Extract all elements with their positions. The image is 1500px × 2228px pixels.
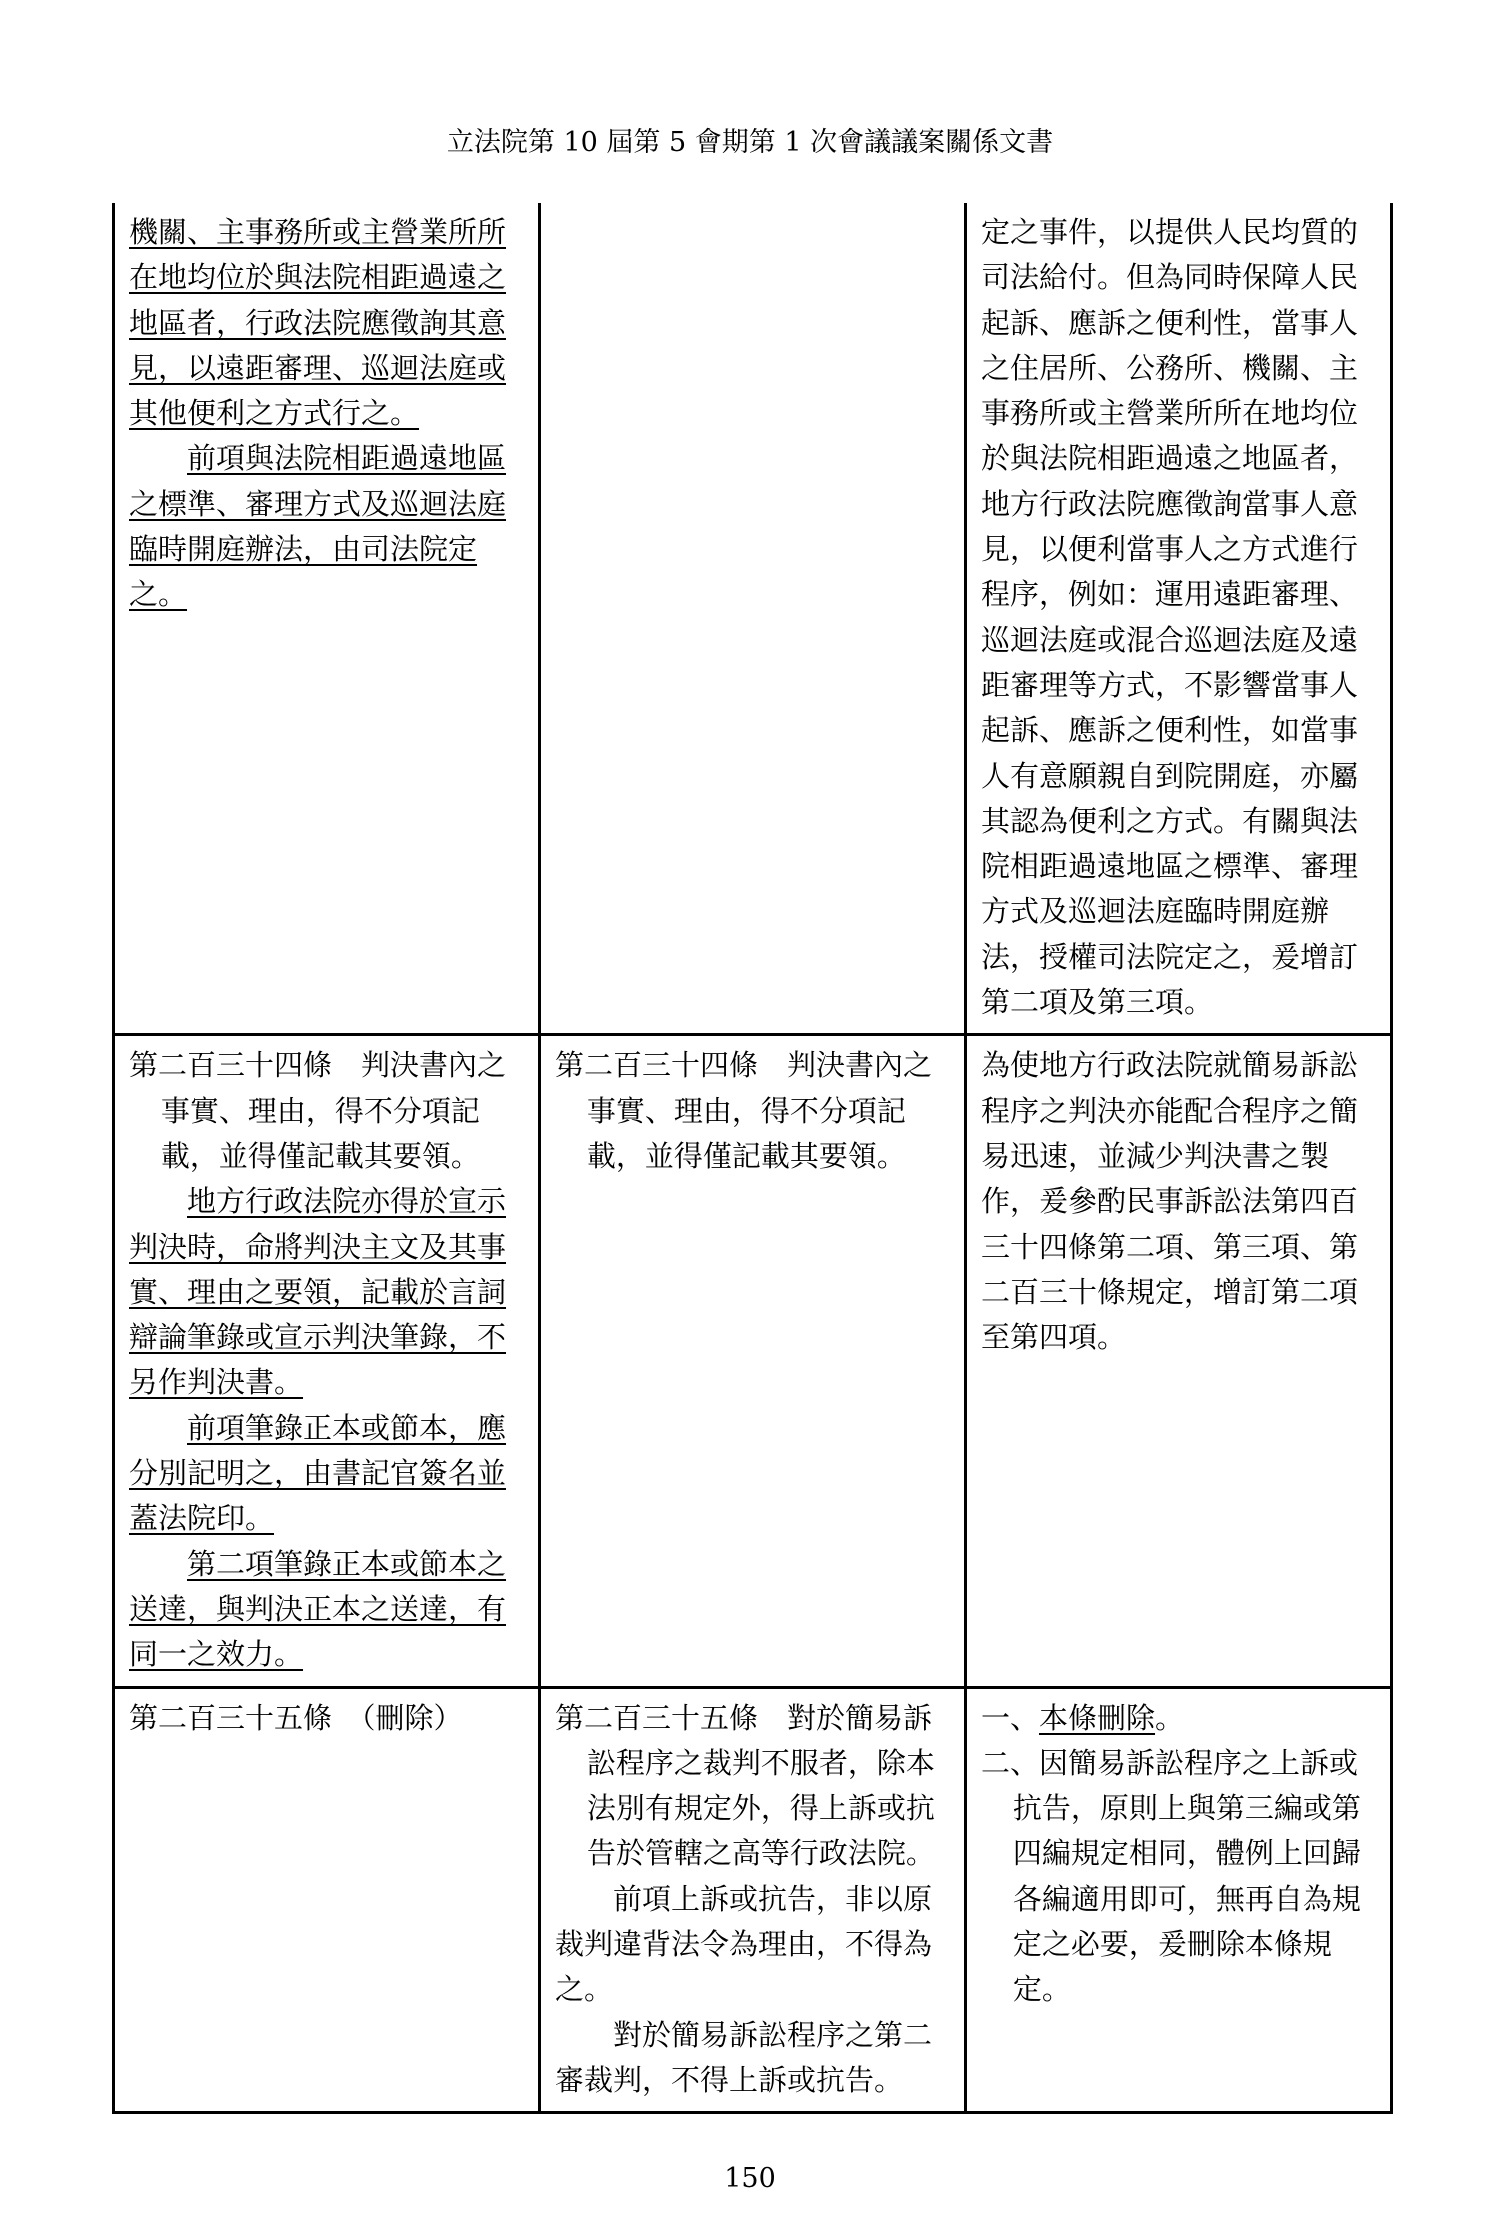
explanation-paragraph — [981, 1043, 1376, 1360]
paragraph-text: 第二百三十五條 （刪除） — [129, 1700, 463, 1735]
page-header: 立法院第 10 屆第 5 會期第 1 次會議議案關係文書 — [446, 127, 1054, 158]
amended-cell — [114, 1035, 540, 1687]
amended-paragraph — [129, 1406, 524, 1542]
item-number: 一、 — [981, 1700, 1040, 1735]
table-row — [114, 203, 1392, 1035]
explanation-paragraph — [981, 1696, 1376, 1741]
paragraph-text: 第二項筆錄正本或節本之送達，與判決正本之送達，有同一之效力。 — [129, 1546, 507, 1672]
current-cell — [540, 203, 966, 1035]
current-paragraph — [555, 1877, 950, 2013]
current-paragraph — [555, 2013, 950, 2104]
current-cell — [540, 1035, 966, 1687]
amended-paragraph — [129, 436, 524, 617]
paragraph-text: 定之事件，以提供人民均質的司法給付。但為同時保障人民起訴、應訴之便利性，當事人之住居所、公務所、機關、主事務所或主營業所所在地均位於與法院相距過遠之地區者，地方行政法院應徵詢當事人意見，以便利當事人之方式進行程序，例如：運用遠距審理、巡迴法庭或混合巡迴法庭及遠距審理等方式，不影響當事人起訴、應訴之便利性，如當事人有意願親自到院開庭，亦屬其認為便利之方式。有關與法院相距過遠地區之標準、審理方式及巡迴法庭臨時開庭辦法，授權司法院定之，爰增訂第二項及第三項。 — [981, 215, 1359, 1020]
amended-paragraph — [129, 1043, 524, 1179]
explanation-paragraph — [981, 1741, 1376, 2013]
paragraph-text: 機關、主事務所或主營業所所在地均位於與法院相距過遠之地區者，行政法院應徵詢其意見，以遠距審理、巡迴法庭或其他便利之方式行之。 — [129, 215, 507, 431]
paragraph-text: 前項上訴或抗告，非以原裁判違背法令為理由，不得為之。 — [555, 1881, 933, 2007]
explanation-cell — [966, 1035, 1392, 1687]
item-text: 本條刪除 — [1039, 1700, 1156, 1735]
current-paragraph — [555, 1696, 950, 1877]
explanation-cell — [966, 1687, 1392, 2113]
item-text: 因簡易訴訟程序之上訴或抗告，原則上與第三編或第四編規定相同，體例上回歸各編適用即可，無再自為規定之必要，爰刪除本條規定。 — [1012, 1745, 1361, 2007]
paragraph-text: 地方行政法院亦得於宣示判決時，命將判決主文及其事實、理由之要領，記載於言詞辯論筆錄或宣示判決筆錄，不另作判決書。 — [129, 1184, 507, 1400]
paragraph-text: 前項筆錄正本或節本，應分別記明之，由書記官簽名並蓋法院印。 — [129, 1410, 507, 1536]
current-paragraph — [555, 1043, 950, 1179]
amended-paragraph — [129, 1179, 524, 1405]
comparison-table — [112, 203, 1393, 2114]
paragraph-text: 為使地方行政法院就簡易訴訟程序之判決亦能配合程序之簡易迅速，並減少判決書之製作，爰參酌民事訴訟法第四百三十四條第二項、第三項、第二百三十條規定，增訂第二項至第四項。 — [981, 1048, 1359, 1355]
current-cell — [540, 1687, 966, 2113]
table-row — [114, 1035, 1392, 1687]
paragraph-text: 對於簡易訴訟程序之第二審裁判，不得上訴或抗告。 — [555, 2017, 933, 2097]
amended-paragraph — [129, 1542, 524, 1678]
amended-cell — [114, 203, 540, 1035]
explanation-paragraph — [981, 210, 1376, 1025]
explanation-cell — [966, 203, 1392, 1035]
paragraph-text: 第二百三十四條 判決書內之事實、理由，得不分項記載，並得僅記載其要領。 — [555, 1048, 933, 1173]
paragraph-text: 第二百三十五條 對於簡易訴訟程序之裁判不服者，除本法別有規定外，得上訴或抗告於管轄之高等行政法院。 — [555, 1700, 935, 1871]
paragraph-text: 前項與法院相距過遠地區之標準、審理方式及巡迴法庭臨時開庭辦法，由司法院定之。 — [129, 441, 507, 612]
table-row — [114, 1687, 1392, 2113]
amended-paragraph — [129, 1696, 524, 1741]
amended-paragraph — [129, 210, 524, 436]
item-number: 二、 — [981, 1745, 1040, 1780]
amended-cell — [114, 1687, 540, 2113]
page-number: 150 — [724, 2163, 776, 2194]
paragraph-text: 第二百三十四條 判決書內之事實、理由，得不分項記載，並得僅記載其要領。 — [129, 1048, 507, 1173]
item-suffix: 。 — [1155, 1700, 1185, 1735]
